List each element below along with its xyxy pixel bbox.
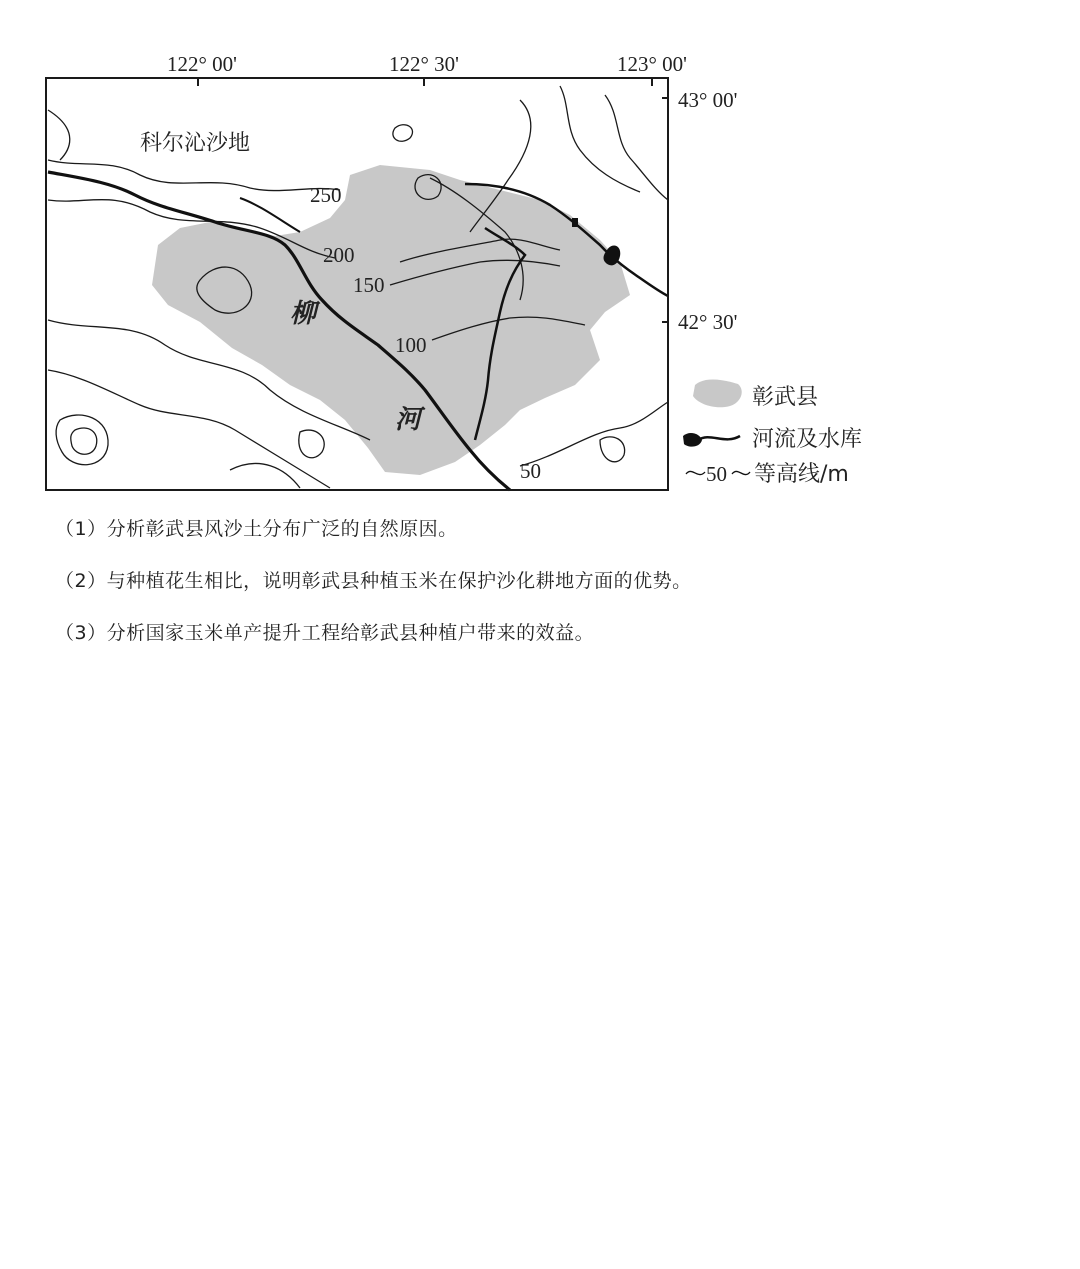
longitude-label: 123° 00' <box>617 52 687 76</box>
longitude-label: 122° 30' <box>389 52 459 76</box>
county-legend-swatch <box>693 380 742 408</box>
northeast-tributary <box>240 198 300 232</box>
latitude-label: 43° 00' <box>678 88 738 112</box>
contour-legend-line <box>732 471 750 474</box>
contour-label: 200 <box>323 243 355 267</box>
river-legend-icon <box>683 433 740 447</box>
contour-label: 250 <box>310 183 342 207</box>
map-figure <box>0 0 1080 500</box>
region-label: 科尔沁沙地 <box>140 131 251 156</box>
contour-label: 150 <box>353 273 385 297</box>
legend-river: 河流及水库 <box>752 427 863 452</box>
river-label: 河 <box>395 405 422 434</box>
question-3: （3）分析国家玉米单产提升工程给彰武县种植户带来的效益。 <box>55 622 595 644</box>
latitude-label: 42° 30' <box>678 310 738 334</box>
contour-legend-line <box>686 471 705 474</box>
contour-label: 100 <box>395 333 427 357</box>
reservoir-small-icon <box>572 218 578 227</box>
question-1: （1）分析彰武县风沙土分布广泛的自然原因。 <box>55 518 458 540</box>
legend-contour-value: 50 <box>706 462 727 486</box>
legend-contour: 等高线/m <box>754 462 849 487</box>
question-list <box>55 516 1055 672</box>
longitude-label: 122° 00' <box>167 52 237 76</box>
legend-county: 彰武县 <box>752 385 819 410</box>
contour-label: 50 <box>520 459 541 483</box>
river-label: 柳 <box>290 299 317 328</box>
question-2: （2）与种植花生相比，说明彰武县种植玉米在保护沙化耕地方面的优势。 <box>55 570 692 592</box>
map-svg <box>0 0 1080 500</box>
